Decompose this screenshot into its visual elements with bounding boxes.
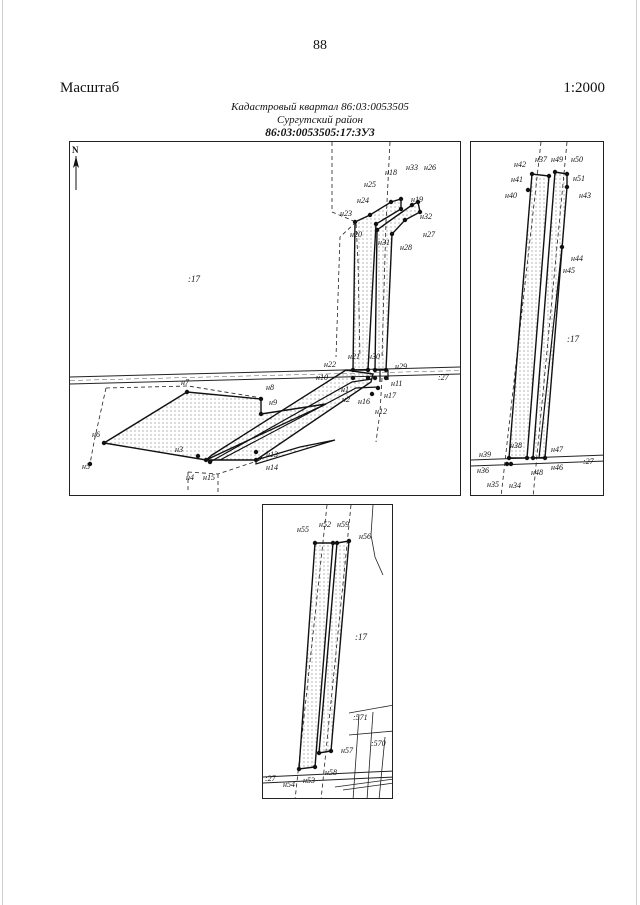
cadastral-quarter-title: Кадастровый квартал 86:03:0053505 — [231, 101, 409, 113]
bottom-parcel-570-label: :570 — [371, 739, 386, 748]
point-label-n37: н37 — [535, 155, 547, 164]
point-label-n15: н15 — [203, 473, 215, 482]
bottom-map-frame — [262, 504, 393, 799]
point-label-n43: н43 — [579, 191, 591, 200]
bottom-parcel-571-label: :571 — [353, 713, 368, 722]
parcel-number-title: 86:03:0053505:17:ЗУ3 — [265, 127, 375, 139]
point-label-n10: н10 — [316, 373, 328, 382]
parcel-area-main — [104, 199, 420, 464]
point-label-n38: н38 — [510, 441, 522, 450]
point-label-n17: н17 — [384, 391, 396, 400]
point-label-n20: н20 — [350, 230, 362, 239]
point-label-n21: н21 — [348, 352, 360, 361]
point-label-n56: н56 — [359, 532, 371, 541]
point-label-n47: н47 — [551, 445, 563, 454]
point-label-n30: н30 — [368, 352, 380, 361]
right-map-frame — [470, 141, 604, 496]
main-map-frame — [69, 141, 461, 496]
point-label-n29: н29 — [395, 362, 407, 371]
point-label-n9: н9 — [269, 398, 277, 407]
point-label-n31: н31 — [378, 238, 390, 247]
point-label-n1: н1 — [341, 385, 349, 394]
point-label-n19: н19 — [411, 195, 423, 204]
point-label-n2: н2 — [342, 395, 350, 404]
point-label-n51: н51 — [573, 174, 585, 183]
point-label-n49: н49 — [551, 155, 563, 164]
point-label-n42: н42 — [514, 160, 526, 169]
point-label-n3: н3 — [175, 445, 183, 454]
point-label-n6: н6 — [92, 430, 100, 439]
right-road-27-label: :27 — [583, 457, 594, 466]
road-27-label: :27 — [438, 373, 449, 382]
point-label-n24: н24 — [357, 196, 369, 205]
point-label-n27: н27 — [423, 230, 435, 239]
point-label-n33: н33 — [406, 163, 418, 172]
point-label-n26: н26 — [424, 163, 436, 172]
main-map-drawing — [70, 142, 461, 496]
point-label-n57: н57 — [341, 746, 353, 755]
point-label-n44: н44 — [571, 254, 583, 263]
point-label-n36: н36 — [477, 466, 489, 475]
point-label-n40: н40 — [505, 191, 517, 200]
point-label-n5: н5 — [82, 462, 90, 471]
point-label-n16: н16 — [358, 397, 370, 406]
parcel-17-label: :17 — [188, 274, 200, 284]
bottom-map-drawing — [263, 505, 393, 799]
point-label-n18: н18 — [385, 168, 397, 177]
district-title: Сургутский район — [277, 114, 363, 126]
point-label-n12: н12 — [375, 407, 387, 416]
point-label-n7: н7 — [181, 378, 189, 387]
point-label-n35: н35 — [487, 480, 499, 489]
north-letter: N — [72, 145, 79, 155]
point-label-n11: н11 — [391, 379, 403, 388]
point-label-n4: н4 — [186, 473, 194, 482]
point-label-n8: н8 — [266, 383, 274, 392]
scale-label: Масштаб — [60, 80, 120, 96]
point-label-n55: н55 — [297, 525, 309, 534]
point-label-n13: н13 — [266, 450, 278, 459]
point-label-n54: н54 — [283, 780, 295, 789]
point-label-n41: н41 — [511, 175, 523, 184]
page-number: 88 — [313, 38, 327, 53]
point-label-n22: н22 — [324, 360, 336, 369]
point-label-n45: н45 — [563, 266, 575, 275]
point-label-n34: н34 — [509, 481, 521, 490]
point-label-n48: н48 — [531, 468, 543, 477]
scale-value: 1:2000 — [563, 80, 605, 96]
point-label-n50: н50 — [571, 155, 583, 164]
point-label-n39: н39 — [479, 450, 491, 459]
point-label-n23: н23 — [340, 209, 352, 218]
point-label-n59: н59 — [337, 520, 349, 529]
bottom-road-27-label: :27 — [265, 774, 276, 783]
north-arrow-icon — [72, 145, 79, 190]
point-label-n32: н32 — [420, 212, 432, 221]
point-label-n25: н25 — [364, 180, 376, 189]
point-label-n58: н58 — [325, 768, 337, 777]
point-label-n14: н14 — [266, 463, 278, 472]
bottom-parcel-17-label: :17 — [355, 632, 367, 642]
point-label-n46: н46 — [551, 463, 563, 472]
right-parcel-17-label: :17 — [567, 334, 579, 344]
point-label-n28: н28 — [400, 243, 412, 252]
point-label-n52: н52 — [319, 520, 331, 529]
right-map-drawing — [471, 142, 604, 496]
point-label-n53: н53 — [303, 776, 315, 785]
